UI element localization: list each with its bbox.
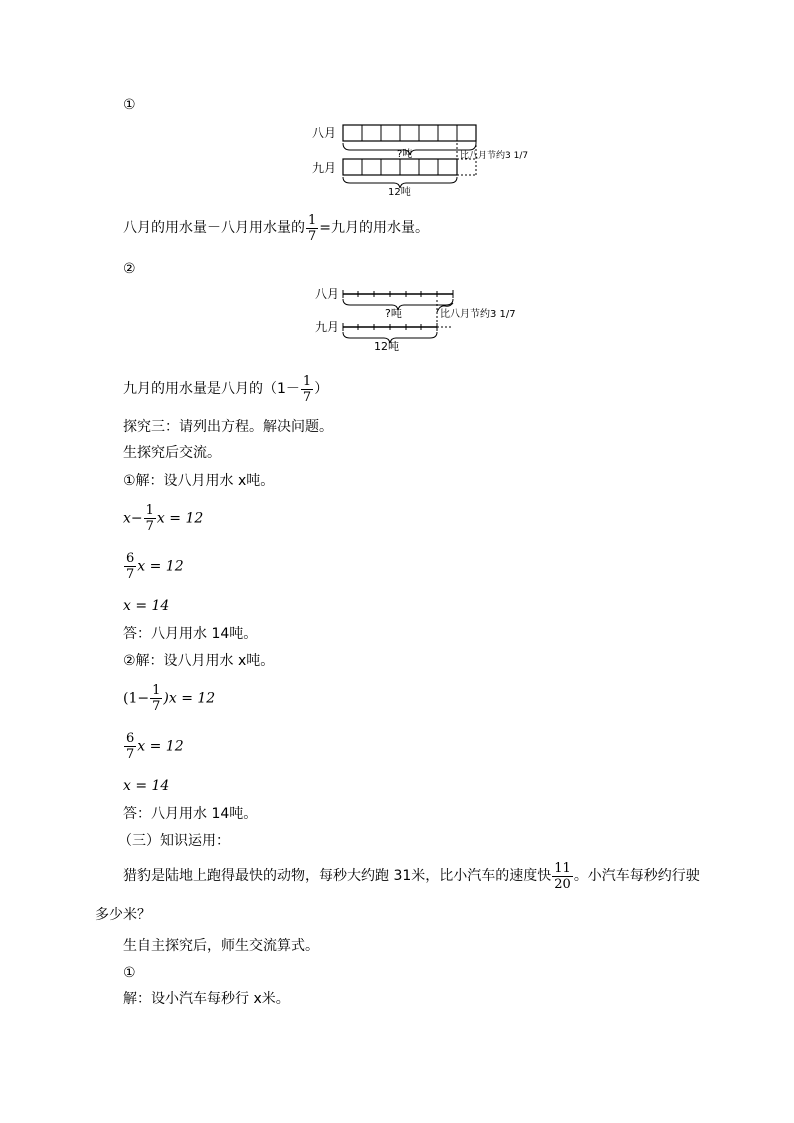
diagram1-row1-label: 八月 (312, 126, 337, 140)
relation-line-1: 八月的用水量－八月用水量的 $\frac{1}{7}$ =九月的用水量。 (123, 212, 430, 244)
circle-marker-1: ① (123, 97, 136, 113)
fraction-one-seventh: $\frac{1}{7}$ (308, 212, 317, 244)
diagram2-unknown-label: ?吨 (385, 307, 402, 320)
problem-text-cont: 多少米？ (95, 907, 151, 923)
solution1-equation2: $\frac{6}{7}$ x = 12 (126, 551, 184, 582)
diagram1-row2-label: 九月 (312, 161, 337, 175)
circle-marker-2: ② (123, 261, 136, 277)
diagram2-note: 比八月节约3 1/7 (440, 309, 516, 320)
section-three-heading: （三）知识运用： (118, 833, 230, 849)
diagram2-row2-label: 九月 (315, 320, 340, 334)
relation-line-2: 九月的用水量是八月的（1－ $\frac{1}{7}$ ） (123, 373, 329, 405)
solution2-answer: 答：八月用水 14吨。 (123, 806, 258, 822)
teacher-note: 生自主探究后，师生交流算式。 (123, 938, 319, 954)
diagram2-known-label: 12吨 (374, 340, 399, 353)
solution2-equation1: (1− $\frac{1}{7}$ )x = 12 (123, 683, 216, 714)
circle-marker-3: ① (123, 965, 136, 981)
solution2-heading: ②解：设八月用水 x吨。 (123, 653, 275, 669)
final-solution-heading: 解：设小汽车每秒行 x米。 (123, 991, 290, 1007)
discussion-text: 生探究后交流。 (123, 445, 221, 461)
solution1-equation1: x− $\frac{1}{7}$ x = 12 (123, 503, 204, 534)
diagram1-note: 比八月节约3 1/7 (460, 151, 529, 161)
diagram2-row1-label: 八月 (315, 287, 340, 301)
diagram1-unknown-label: ?吨 (397, 149, 413, 160)
solution1-answer: 答：八月用水 14吨。 (123, 626, 258, 642)
solution1-heading: ①解：设八月用水 x吨。 (123, 473, 275, 489)
diagram1-known-label: 12吨 (388, 187, 411, 198)
solution2-equation2: $\frac{6}{7}$ x = 12 (126, 731, 184, 762)
fraction-one-seventh-2: $\frac{1}{7}$ (302, 373, 312, 405)
fraction-eleven-twentieths: $\frac{11}{20}$ (554, 860, 571, 892)
solution1-result: x = 14 (123, 598, 170, 614)
solution2-result: x = 14 (123, 778, 170, 794)
diagram2-lines (0, 0, 794, 380)
explore-three-heading: 探究三：请列出方程。解决问题。 (123, 419, 333, 435)
problem-text: 猎豹是陆地上跑得最快的动物，每秒大约跑 31米，比小汽车的速度快 $\frac{11}{20}$ 。小汽车每秒约行驶 (123, 860, 700, 892)
